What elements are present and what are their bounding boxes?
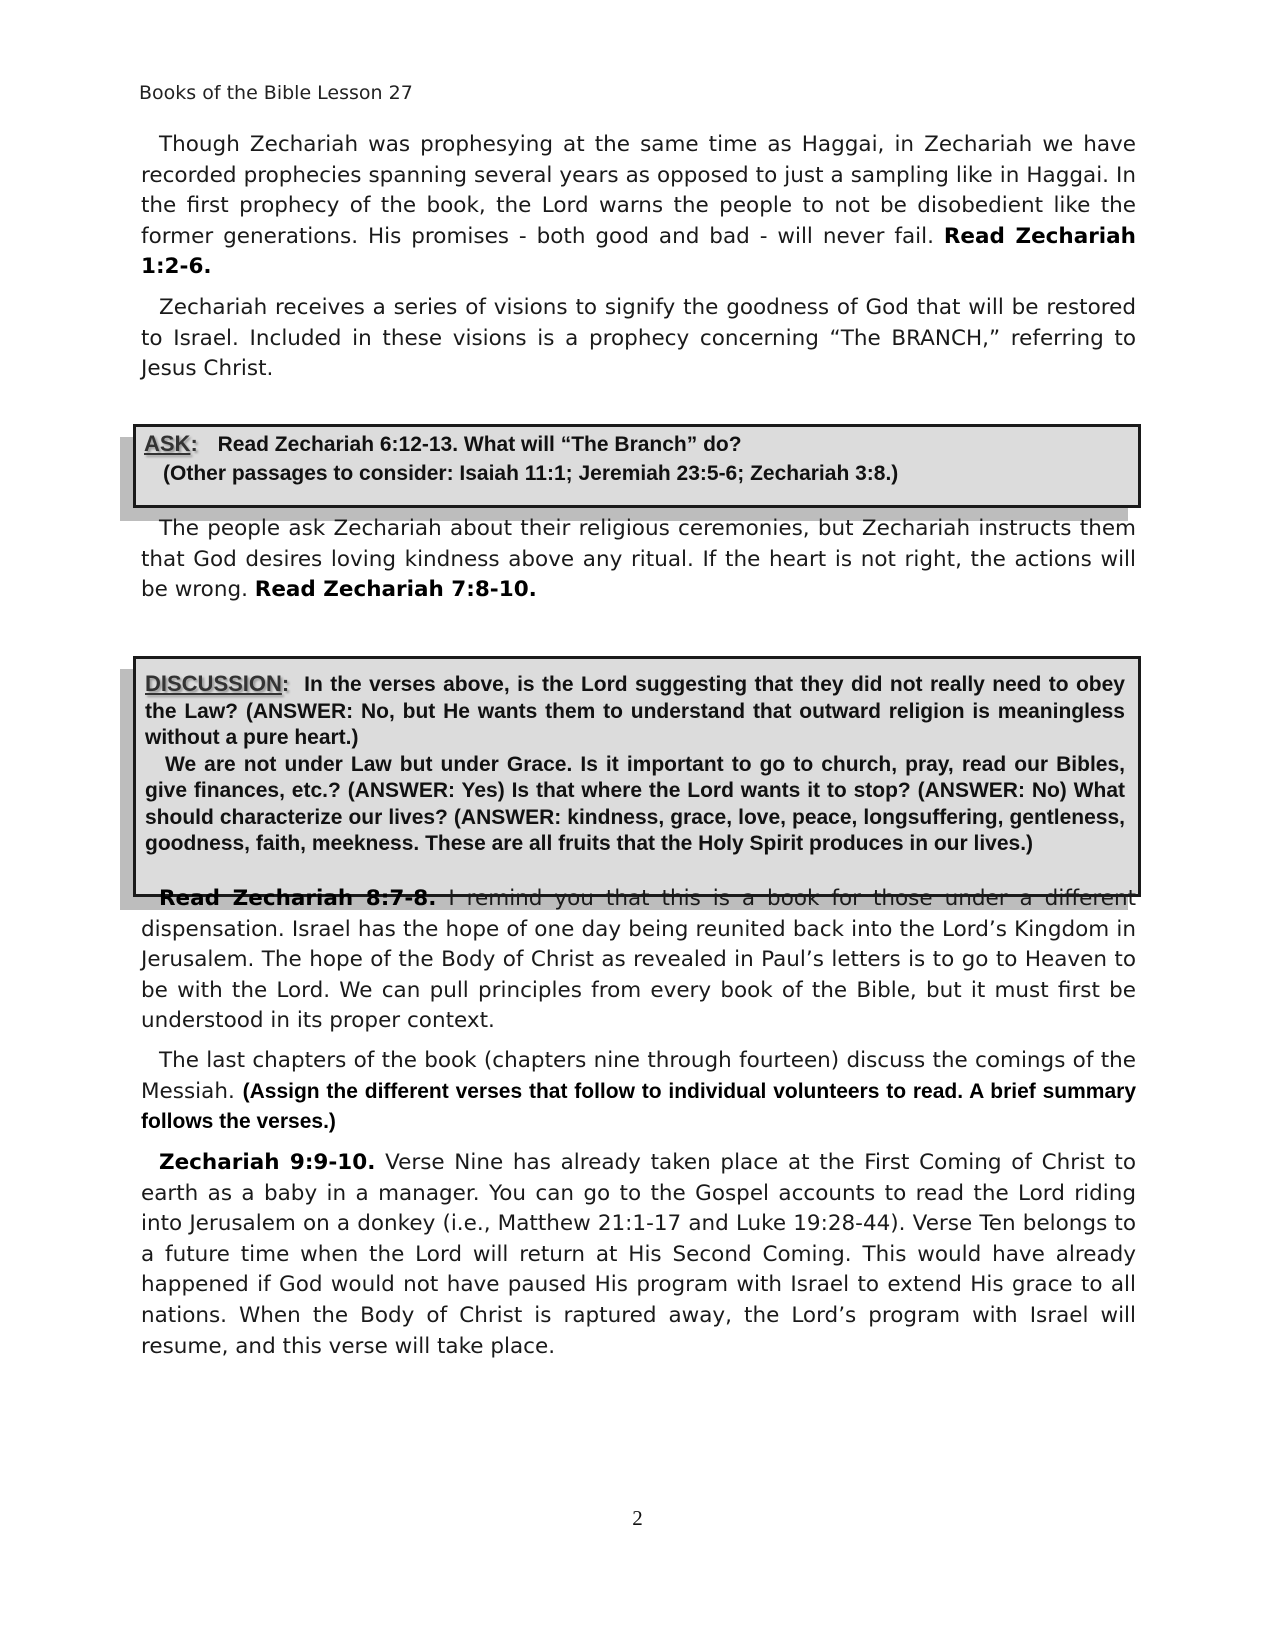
discussion-text-1: In the verses above, is the Lord suggesting that they did not really need to obey the Law? (ANSWER: No, but He wants them to understand that outward religion is meaningless without a pure heart.) — [145, 673, 1125, 749]
discussion-paragraph-1 — [145, 671, 1125, 752]
page-number: 2 — [632, 1506, 643, 1530]
scripture-reference: Read Zechariah 7:8-10. — [254, 577, 537, 603]
scripture-reference: Read Zechariah 1:2-6. — [141, 223, 1136, 280]
ask-label: ASK — [144, 431, 191, 456]
paragraph-last-chapters — [141, 1046, 1136, 1138]
ask-other-passages: (Other passages to consider: Isaiah 11:1; Jeremiah 23:5-6; Zechariah 3:8.) — [163, 462, 899, 485]
running-header: Books of the Bible Lesson 27 — [139, 82, 413, 104]
paragraph-visions — [141, 293, 1136, 385]
paragraph-text: I remind you that this is a book for those under a different dispensation. Israel has the hope of one day being reunited back into the Lord’s Kingdom in Jerusalem. The hope of the Body of Christ as revealed in Paul’s letters is to go to Heaven to be with the Lord. We can pull principles from every book of the Bible, but it must first be understood in its proper context. — [141, 886, 1136, 1034]
paragraph-text: Verse Nine has already taken place at the First Coming of Christ to earth as a baby in a manager. You can go to the Gospel accounts to read the Lord riding into Jerusalem on a donkey (i.e., Matthew 21:1-17 and Luke 19:28-44). Verse Ten belongs to a future time when the Lord will return at His Second Coming. This would have already happened if God would not have paused His program with Israel to extend His grace to all nations. When the Body of Christ is raptured away, the Lord’s program with Israel will resume, and this verse will take place. — [141, 1150, 1136, 1359]
paragraph-zechariah-9 — [141, 1148, 1136, 1362]
scripture-reference: Zechariah 9:9-10. — [159, 1150, 376, 1175]
paragraph-text: The people ask Zechariah about their religious ceremonies, but Zechariah instructs them that God desires loving kindness above any ritual. If the heart is not right, the actions will be wrong. — [141, 516, 1136, 603]
paragraph-text: The last chapters of the book (chapters nine through fourteen) discuss the comings of the Messiah. — [141, 1048, 1136, 1104]
discussion-label-colon: : — [281, 671, 290, 696]
paragraph-text: Though Zechariah was prophesying at the same time as Haggai, in Zechariah we have recorded prophecies spanning several years as opposed to just a sampling like in Haggai. In the first prophecy of the book, the Lord warns the people to not be disobedient like the former generations. His promises - both good and bad - will never fail. — [141, 132, 1136, 249]
discussion-box — [133, 656, 1141, 897]
teacher-instruction: (Assign the different verses that follow to individual volunteers to read. A brief summary follows the verses.) — [141, 1079, 1136, 1134]
paragraph-dispensation — [141, 884, 1136, 1037]
ask-box — [133, 424, 1141, 508]
ask-label-colon: : — [190, 431, 198, 456]
paragraph-ceremonies — [141, 514, 1136, 606]
discussion-label: DISCUSSION — [145, 671, 282, 696]
scripture-reference: Read Zechariah 8:7-8. — [159, 886, 437, 911]
paragraph-intro — [141, 130, 1136, 283]
paragraph-text: Zechariah receives a series of visions to signify the goodness of God that will be restored to Israel. Included in these visions is a prophecy concerning “The BRANCH,” referring to Jesus Christ. — [141, 295, 1136, 382]
ask-question: Read Zechariah 6:12-13. What will “The Branch” do? — [217, 433, 742, 456]
discussion-paragraph-2: We are not under Law but under Grace. Is it important to go to church, pray, read our Bibles, give finances, etc.? (ANSWER: Yes) Is that where the Lord wants it to stop? (ANSWER: No) What should characterize our lives? (ANSWER: kindness, grace, love, peace, longsuffering, gentleness, goodness, faith, meekness. These are all fruits that the Holy Spirit produces in our lives.) — [145, 752, 1125, 855]
